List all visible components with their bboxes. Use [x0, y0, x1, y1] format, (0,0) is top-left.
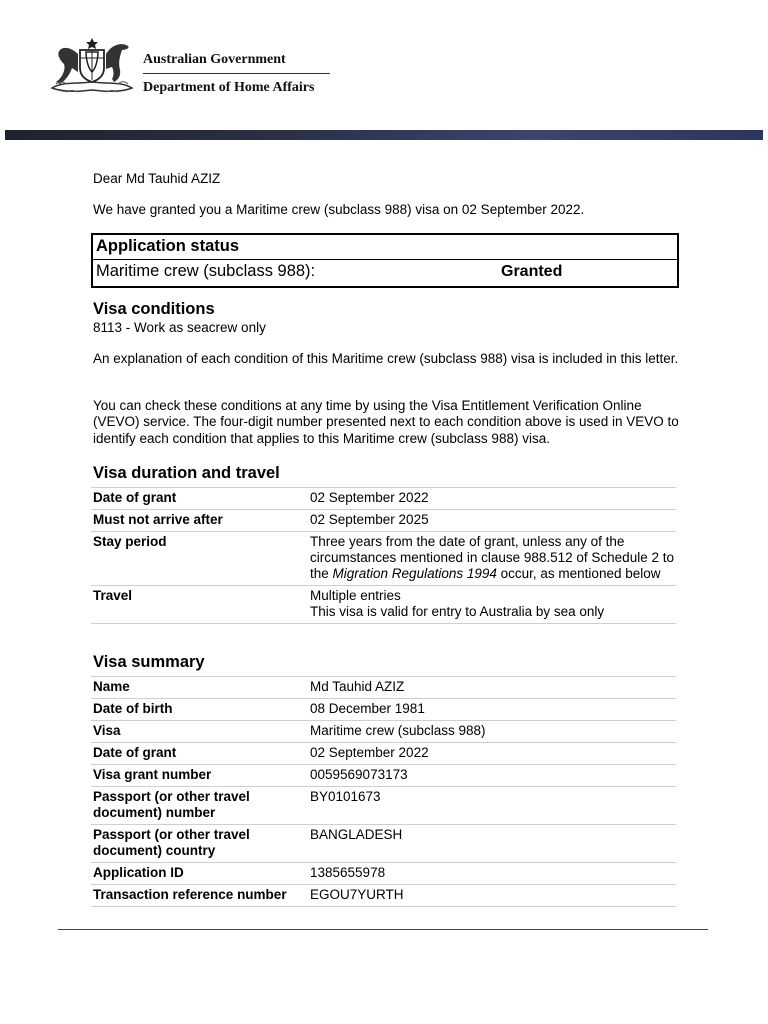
- stay-text: Three years from the date of grant, unless any of the circumstances mentioned in clause 988.512 of Schedule 2 to the: [310, 534, 674, 581]
- row-label: Visa grant number: [91, 765, 308, 787]
- table-row: [91, 885, 676, 907]
- row-value: 1385655978: [308, 863, 676, 885]
- row-label: Stay period: [91, 532, 308, 586]
- department-name: Department of Home Affairs: [143, 80, 315, 95]
- status-value: Granted: [501, 263, 563, 280]
- letterhead: [0, 0, 768, 130]
- row-label: Application ID: [91, 863, 308, 885]
- row-value: 0059569073173: [308, 765, 676, 787]
- row-label: Passport (or other travel document) country: [91, 825, 308, 863]
- table-row: [91, 721, 676, 743]
- row-label: Must not arrive after: [91, 510, 308, 532]
- status-divider: [93, 259, 677, 260]
- stay-text-end: occur, as mentioned below: [496, 566, 661, 581]
- row-value: BY0101673: [308, 787, 676, 825]
- greeting: Dear Md Tauhid AZIZ: [93, 171, 221, 186]
- table-row: [91, 743, 676, 765]
- letterhead-divider: [143, 73, 330, 74]
- row-label: Date of birth: [91, 699, 308, 721]
- regulation-reference: Migration Regulations 1994: [332, 566, 497, 581]
- application-status-box: [91, 233, 679, 288]
- table-row: [91, 825, 676, 863]
- row-label: Passport (or other travel document) number: [91, 787, 308, 825]
- table-row: [91, 863, 676, 885]
- summary-heading: Visa summary: [93, 653, 205, 671]
- header-band: [5, 130, 763, 140]
- row-label: Visa: [91, 721, 308, 743]
- conditions-explanation: An explanation of each condition of this Maritime crew (subclass 988) visa is included in this letter.: [93, 351, 679, 366]
- table-row: [91, 510, 676, 532]
- travel-line: This visa is valid for entry to Australia by sea only: [310, 604, 605, 619]
- travel-value: [308, 586, 676, 624]
- table-row: [91, 699, 676, 721]
- table-row: [91, 532, 676, 586]
- table-row: [91, 677, 676, 699]
- row-value: Maritime crew (subclass 988): [308, 721, 676, 743]
- summary-table: [91, 676, 676, 907]
- status-heading: Application status: [96, 237, 240, 255]
- intro-text: We have granted you a Maritime crew (subclass 988) visa on 02 September 2022.: [93, 202, 585, 217]
- table-row: [91, 488, 676, 510]
- table-row: [91, 787, 676, 825]
- duration-heading: Visa duration and travel: [93, 464, 280, 482]
- government-name: Australian Government: [143, 52, 286, 67]
- condition-item: 8113 - Work as seacrew only: [93, 320, 266, 335]
- row-label: Transaction reference number: [91, 885, 308, 907]
- row-label: Date of grant: [91, 743, 308, 765]
- row-value: 02 September 2022: [308, 488, 676, 510]
- coat-of-arms-icon: [46, 36, 138, 98]
- row-value: BANGLADESH: [308, 825, 676, 863]
- footer-divider: [58, 929, 708, 930]
- table-row: [91, 765, 676, 787]
- row-label: Name: [91, 677, 308, 699]
- travel-line: Multiple entries: [310, 588, 401, 603]
- duration-table: [91, 487, 676, 624]
- row-value: 02 September 2022: [308, 743, 676, 765]
- row-label: Travel: [91, 586, 308, 624]
- row-value: 08 December 1981: [308, 699, 676, 721]
- conditions-heading: Visa conditions: [93, 300, 215, 318]
- row-value: Md Tauhid AZIZ: [308, 677, 676, 699]
- conditions-check: You can check these conditions at any time by using the Visa Entitlement Verification Online (VEVO) service. The four-digit number presented next to each condition above is used in VEVO to identify each condition that applies to this Maritime crew (subclass 988) visa.: [93, 398, 679, 446]
- row-label: Date of grant: [91, 488, 308, 510]
- table-row: [91, 586, 676, 624]
- stay-period-value: [308, 532, 676, 586]
- row-value: EGOU7YURTH: [308, 885, 676, 907]
- status-visa-type: Maritime crew (subclass 988):: [96, 262, 316, 280]
- row-value: 02 September 2025: [308, 510, 676, 532]
